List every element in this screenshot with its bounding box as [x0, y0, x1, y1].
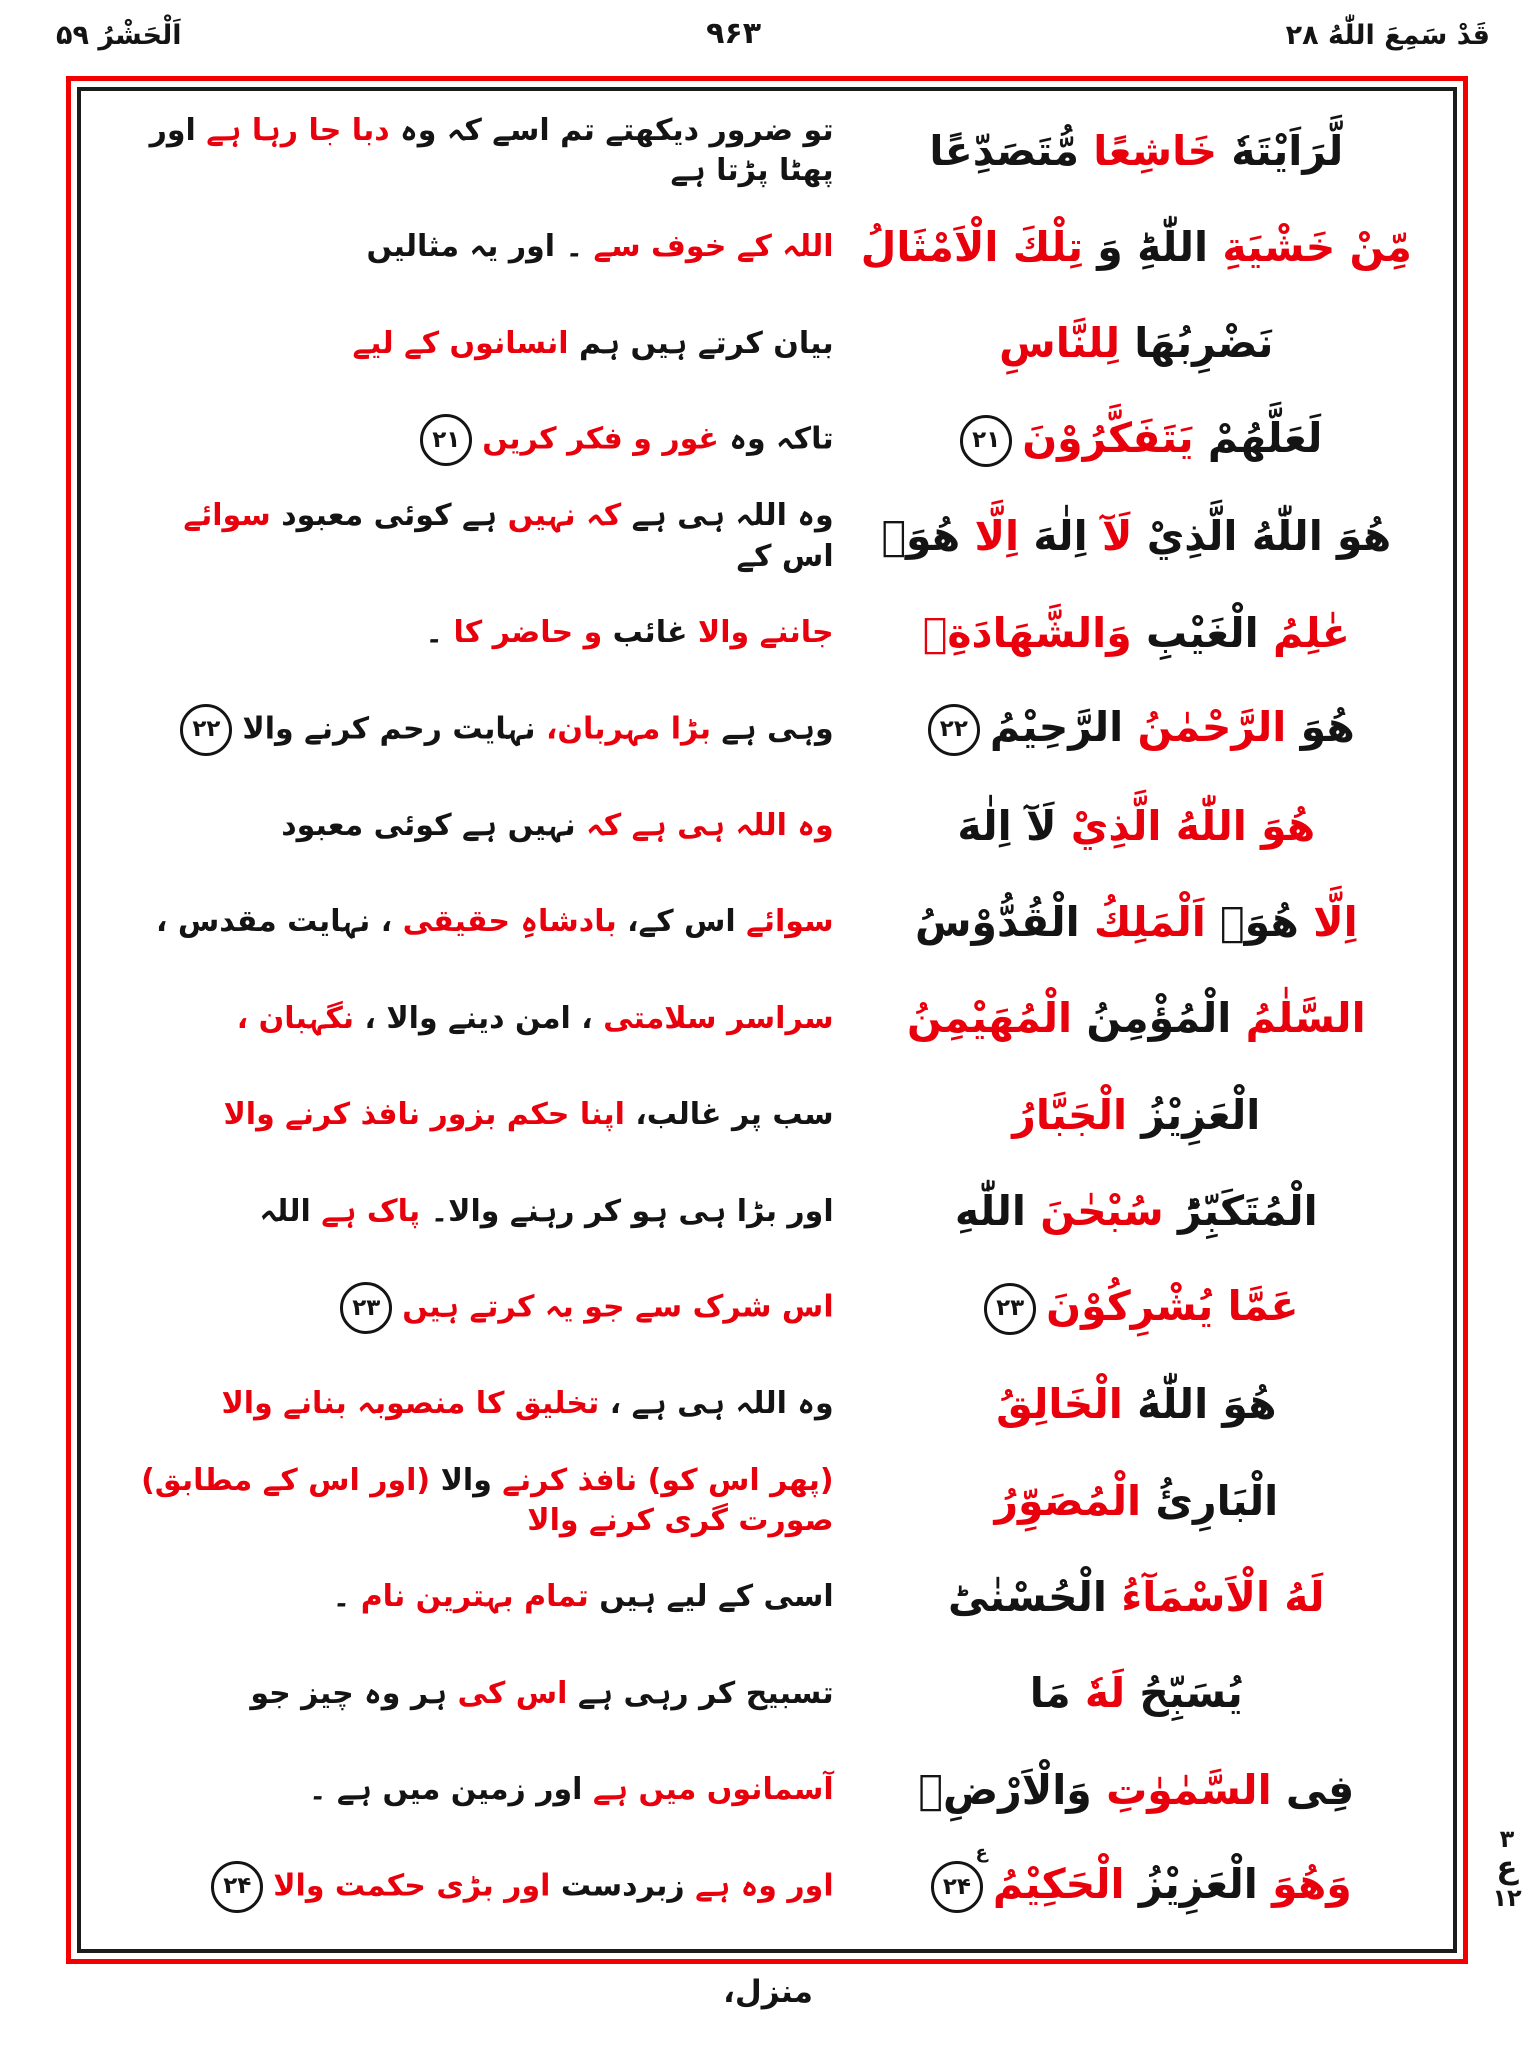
ayah-row [101, 103, 1433, 199]
urdu-text-segment: بیان کرتے ہیں ہم [568, 325, 834, 361]
urdu-translation-line [101, 806, 834, 847]
urdu-translation-line [101, 1770, 834, 1811]
urdu-text-segment: اللہ کے خوف سے [583, 229, 834, 265]
arabic-text-segment: هُوَ اللّٰهُ الَّذِيْ [1056, 801, 1316, 850]
urdu-translation-line [101, 1577, 834, 1618]
urdu-text-segment: نہیں ہے کوئی معبود [281, 807, 576, 843]
urdu-text-segment: تسبیح کر رہی ہے [567, 1675, 834, 1711]
arabic-line [834, 1282, 1433, 1335]
urdu-text-segment: سوائے [183, 498, 271, 534]
ayah-row [101, 489, 1433, 585]
arabic-text-segment: السَّمٰوٰتِ [1091, 1765, 1272, 1814]
urdu-text-segment: آسمانوں میں ہے [582, 1772, 834, 1808]
urdu-text-segment: والا [430, 1462, 492, 1498]
ayah-rows [101, 103, 1433, 1935]
arabic-text-segment: الْبَارِئُ [1141, 1476, 1279, 1525]
arabic-text-segment: يُسَبِّحُ [1125, 1669, 1243, 1718]
arabic-text-segment: الْمُتَكَبِّرُؕ [1163, 1187, 1318, 1236]
urdu-text-segment: اور بڑی حکمت والا [273, 1868, 551, 1904]
arabic-text-segment: وَالْاَرْضِۚ [918, 1765, 1092, 1814]
arabic-text-segment: الرَّحِيْمُ [989, 703, 1124, 752]
urdu-text-segment: ہے کوئی معبود [270, 498, 498, 534]
arabic-text-segment: الْمُصَوِّرُ [994, 1476, 1142, 1525]
ayah-row [101, 1742, 1433, 1838]
arabic-line [834, 1842, 1433, 1913]
arabic-text-segment: فِی [1271, 1765, 1355, 1814]
arabic-text-segment: اللّٰهِؕ وَ [1083, 223, 1209, 272]
arabic-line [834, 1187, 1433, 1236]
ayah-row [101, 1549, 1433, 1645]
urdu-translation-line [101, 704, 834, 756]
verse-number-badge: ۲۲ [180, 704, 232, 756]
ayah-row [101, 682, 1433, 778]
urdu-translation-line [101, 1461, 834, 1542]
arabic-text-segment: السَّلٰمُ [1231, 994, 1366, 1043]
arabic-text-segment: نَضْرِبُهَا [1120, 319, 1274, 368]
arabic-text-segment: مِّنْ خَشْيَةِ [1208, 223, 1412, 272]
urdu-translation-line [101, 111, 834, 192]
arabic-text-segment: هُوَ اللّٰهُ [1122, 1380, 1277, 1429]
urdu-text-segment: زبردست [550, 1868, 685, 1904]
page-header [56, 16, 1490, 51]
urdu-text-segment: وہی ہے [710, 711, 834, 747]
arabic-line [834, 802, 1433, 851]
urdu-text-segment: تاکہ وہ [718, 421, 834, 457]
urdu-text-segment: سب پر غالب، [624, 1097, 834, 1133]
arabic-text-segment: سُبْحٰنَ [1025, 1187, 1164, 1236]
urdu-text-segment: (پھر اس کو) نافذ کرنے [491, 1462, 834, 1498]
urdu-text-segment: اس کی [447, 1675, 568, 1711]
urdu-text-segment: اپنا حکم بزور نافذ کرنے والا [223, 1097, 625, 1133]
urdu-text-segment: اس شرک سے جو یہ کرتے ہیں [402, 1289, 834, 1325]
urdu-text-segment: پاک ہے [310, 1193, 421, 1229]
ayah-row [101, 1453, 1433, 1549]
page-number: ۹۶۳ [706, 16, 762, 51]
ayah-row [101, 1260, 1433, 1356]
ayah-row [101, 392, 1433, 488]
arabic-text-segment: الْمُؤْمِنُ [1072, 994, 1232, 1043]
urdu-text-segment: اس کے [736, 538, 834, 574]
urdu-text-segment: تمام بہترین نام [350, 1579, 589, 1615]
urdu-text-segment: ، نہایت مقدس ، [156, 904, 393, 940]
arabic-text-segment: هُوَ [1286, 703, 1355, 752]
arabic-text-segment: الْقُدُّوْسُ [914, 897, 1080, 946]
urdu-text-segment: ۔ [332, 1579, 351, 1615]
arabic-line [834, 1380, 1433, 1429]
verse-number-badge: ۲۴ [211, 1861, 263, 1913]
arabic-text-segment: الرَّحْمٰنُ [1123, 703, 1287, 752]
arabic-line [834, 319, 1433, 368]
urdu-text-segment: وہ اللہ ہی ہے کہ [575, 807, 834, 843]
verse-number-badge: ۲۳ [340, 1282, 392, 1334]
arabic-text-segment: خَاشِعًا [1078, 126, 1218, 175]
page-frame-inner [77, 87, 1457, 1953]
ruku-marker [1480, 1826, 1534, 1911]
arabic-line [834, 703, 1433, 756]
urdu-text-segment: سراسر سلامتی [592, 1000, 834, 1036]
urdu-translation-line [101, 613, 834, 654]
verse-number-badge: ۲۱ [960, 415, 1012, 467]
urdu-text-segment: انسانوں کے لیے [352, 325, 569, 361]
urdu-text-segment: غائب [602, 615, 688, 651]
urdu-text-segment: ہر وہ چیز جو [250, 1675, 448, 1711]
urdu-translation-line [101, 1192, 834, 1233]
arabic-text-segment: عٰلِمُ [1258, 608, 1350, 657]
ayah-row [101, 874, 1433, 970]
arabic-line [834, 1669, 1433, 1718]
urdu-text-segment: اسی کے لیے ہیں [588, 1579, 834, 1615]
ayah-row [101, 778, 1433, 874]
arabic-text-segment: الْعَزِيْزُ [1127, 1090, 1261, 1139]
arabic-text-segment: مُّتَصَدِّعًا [929, 126, 1079, 175]
arabic-text-segment: الْغَيْبِ [1131, 608, 1259, 657]
urdu-text-segment: تو ضرور دیکھتے تم اسے کہ وہ [389, 112, 834, 148]
urdu-text-segment: ۔ اور یہ مثالیں [366, 229, 584, 265]
urdu-text-segment: دبا جا رہا ہے [195, 112, 390, 148]
urdu-translation-line [101, 902, 834, 943]
ruku-ain-symbol: ع [1496, 1850, 1518, 1887]
ayah-row [101, 296, 1433, 392]
urdu-text-segment: اور بڑا ہی ہو کر رہنے والا۔ [420, 1193, 834, 1229]
arabic-text-segment: الْجَبَّارُ [1012, 1090, 1128, 1139]
urdu-text-segment: اس کے، [616, 904, 736, 940]
arabic-text-segment: الْعَزِيْزُ [1124, 1860, 1258, 1909]
arabic-text-segment: لَهٗ [1070, 1669, 1126, 1718]
arabic-text-segment: هُوَۚ [1205, 897, 1299, 946]
urdu-text-segment: اللہ [259, 1193, 311, 1229]
ruku-juz-count: ۱۲ [1492, 1883, 1522, 1912]
urdu-text-segment: اور پھٹا پڑتا ہے [149, 112, 834, 189]
arabic-text-segment: عَمَّا يُشْرِكُوْنَ [1046, 1281, 1299, 1330]
ayah-row [101, 971, 1433, 1067]
urdu-translation-line [101, 496, 834, 577]
arabic-text-segment: لَآ اِلٰهَ [957, 801, 1057, 850]
urdu-text-segment: (اور اس کے مطابق) صورت گری کرنے والا [141, 1462, 834, 1539]
urdu-text-segment: و حاضر کا [443, 615, 603, 651]
urdu-text-segment: وہ اللہ ہی ہے [621, 498, 834, 534]
verse-number-badge: ۲۲ [928, 704, 980, 756]
urdu-text-segment: کہ نہیں [497, 498, 622, 534]
ayah-row [101, 1356, 1433, 1452]
arabic-text-segment: لَّرَاَيْتَهٗ [1217, 126, 1344, 175]
arabic-text-segment: تِلْكَ الْاَمْثَالُ [860, 223, 1084, 272]
arabic-text-segment: مَا [1029, 1669, 1071, 1718]
urdu-translation-line [101, 1861, 834, 1913]
arabic-line [834, 1477, 1433, 1526]
urdu-text-segment: ۔ [425, 615, 443, 651]
arabic-text-segment: الْخَالِقُ [996, 1380, 1123, 1429]
verse-number-badge: ۲۳ [984, 1283, 1036, 1335]
arabic-text-segment: هُوَ اللّٰهُ الَّذِيْ [1132, 512, 1392, 561]
arabic-line [834, 609, 1433, 658]
urdu-translation-line [101, 324, 834, 365]
arabic-line [834, 223, 1433, 272]
arabic-text-segment: اللّٰهِ [954, 1187, 1026, 1236]
urdu-translation-line [101, 227, 834, 268]
ayah-row [101, 585, 1433, 681]
urdu-text-segment: بڑا مہربان، [535, 711, 711, 747]
urdu-text-segment: ، امن دینے والا ، [354, 1000, 593, 1036]
arabic-line [834, 127, 1433, 176]
page-frame-outer [66, 76, 1468, 1964]
verse-number-badge: ۲۱ [420, 414, 472, 466]
urdu-text-segment: تخلیق کا منصوبہ بنانے والا [221, 1386, 600, 1422]
ayah-row [101, 1839, 1433, 1935]
arabic-text-segment: اِلَّا [960, 512, 1020, 561]
arabic-line [834, 512, 1433, 561]
arabic-text-segment: اَلْمَلِكُ [1079, 897, 1206, 946]
ayah-row [101, 1646, 1433, 1742]
urdu-translation-line [101, 999, 834, 1040]
arabic-text-segment: لَهُ الْاَسْمَآءُ [1106, 1572, 1325, 1621]
urdu-text-segment: بادشاہِ حقیقی [392, 904, 617, 940]
manzil-label: منزل، [723, 1974, 813, 2010]
urdu-translation-line [101, 414, 834, 466]
arabic-text-segment: لَعَلَّهُمْ [1193, 413, 1323, 462]
urdu-text-segment: اور زمین میں ہے ۔ [308, 1772, 583, 1808]
urdu-text-segment: نگہبان ، [236, 1000, 355, 1036]
arabic-text-segment: لَآ [1087, 512, 1133, 561]
urdu-text-segment: سوائے [735, 904, 834, 940]
surah-label: اَلْحَشْرُ ۵۹ [56, 20, 182, 51]
arabic-line [834, 994, 1433, 1043]
arabic-line [834, 1091, 1433, 1140]
arabic-text-segment: لِلنَّاسِ [999, 319, 1120, 368]
urdu-text-segment: نہایت رحم کرنے والا [242, 711, 536, 747]
arabic-text-segment: اِلَّا [1298, 897, 1358, 946]
arabic-text-segment: وَالشَّهَادَةِۚ [922, 608, 1132, 657]
urdu-text-segment: غور و فکر کریں [482, 421, 719, 457]
arabic-line [834, 898, 1433, 947]
arabic-text-segment: هُوَۚ [881, 512, 961, 561]
arabic-line [834, 1766, 1433, 1815]
arabic-text-segment: يَتَفَكَّرُوْنَ [1022, 413, 1194, 462]
urdu-translation-line [101, 1095, 834, 1136]
ruku-ain-mark: ع [975, 1842, 988, 1864]
arabic-text-segment: الْحُسْنٰىؕ [948, 1572, 1107, 1621]
urdu-translation-line [101, 1384, 834, 1425]
ruku-surah-count: ۳ [1499, 1825, 1515, 1853]
urdu-text-segment: جاننے والا [687, 615, 834, 651]
arabic-line [834, 414, 1433, 467]
urdu-text-segment: اور وہ ہے [684, 1868, 834, 1904]
arabic-line [834, 1573, 1433, 1622]
verse-number-badge: ۲۴ ع [931, 1861, 983, 1913]
ayah-row [101, 199, 1433, 295]
urdu-text-segment: وہ اللہ ہی ہے ، [599, 1386, 834, 1422]
arabic-text-segment: الْحَكِيْمُ [992, 1860, 1125, 1909]
urdu-translation-line [101, 1282, 834, 1334]
ayah-row [101, 1164, 1433, 1260]
arabic-text-segment: وَهُوَ [1257, 1860, 1352, 1909]
urdu-translation-line [101, 1674, 834, 1715]
ayah-row [101, 1067, 1433, 1163]
arabic-text-segment: الْمُهَيْمِنُ [906, 994, 1073, 1043]
juz-label: قَدْ سَمِعَ اللّٰهُ ۲۸ [1285, 20, 1490, 51]
arabic-text-segment: اِلٰهَ [1019, 512, 1088, 561]
